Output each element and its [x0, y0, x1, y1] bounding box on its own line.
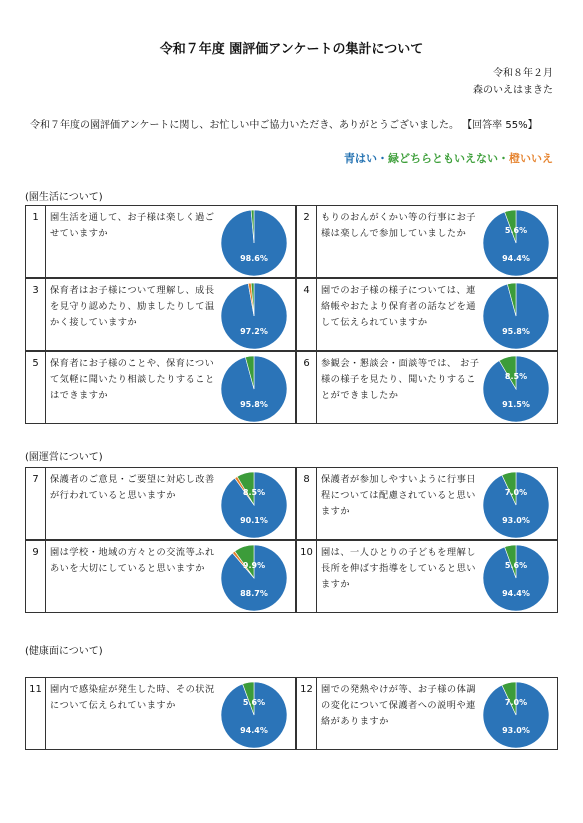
pie-label-yes: 95.8%	[240, 400, 268, 409]
pie-chart	[219, 281, 289, 351]
question-number: 5	[26, 352, 46, 423]
color-legend	[344, 150, 553, 166]
intro-text: 令和７年度の園評価アンケートに関し、お忙しい中ご協力いただき、ありがとうございました。 【回答率 55%】	[30, 120, 538, 131]
pie-label-neither: 5.6%	[504, 561, 528, 570]
pie-label-yes: 88.7%	[240, 589, 268, 598]
question-cell	[296, 205, 558, 278]
question-number: 3	[26, 279, 46, 350]
pie-label-neither: 7.0%	[504, 698, 528, 707]
question-cell	[25, 351, 296, 424]
question-number: 11	[26, 678, 46, 749]
page-title: 令和７年度 園評価アンケートの集計について	[159, 42, 424, 57]
question-text: 保育者はお子様について理解し、成長を見守り認めたり、励ましたりして温かく接していますか	[50, 285, 215, 328]
legend-no: 橙いいえ	[509, 152, 553, 165]
question-cell	[296, 278, 558, 351]
question-text: 園は、一人ひとりの子どもを理解し長所を伸ばす指導をしていると思いますか	[321, 547, 476, 590]
question-number: 8	[297, 468, 317, 539]
pie-label-neither: 5.6%	[504, 226, 528, 235]
question-text: もりのおんがくかい等の行事にお子様は楽しんで参加していましたか	[321, 212, 476, 239]
question-text: 園でのお子様の様子については、連絡帳やおたより保育者の話などを通して伝えられていますか	[321, 285, 476, 328]
legend-neither: 緑どちらともいえない	[388, 152, 498, 165]
pie-label-yes: 93.0%	[502, 516, 530, 525]
question-text: 園での発熱やけが等、お子様の体調の変化について保護者への説明や連絡がありますか	[321, 684, 476, 727]
question-cell	[25, 467, 296, 540]
question-cell	[25, 205, 296, 278]
question-text: 保護者が参加しやすいように行事日程については配慮されていると思いますか	[321, 474, 476, 517]
legend-separator: ・	[498, 152, 509, 165]
pie-label-yes: 90.1%	[240, 516, 268, 525]
question-number: 6	[297, 352, 317, 423]
question-text: 参観会・懇談会・面談等では、 お子様の様子を見たり、聞いたりすることができましたか	[321, 358, 480, 401]
organization-name: 森のいえはまきた	[473, 85, 553, 96]
pie-chart	[481, 281, 551, 351]
pie-chart	[481, 543, 551, 613]
question-cell	[296, 677, 558, 750]
question-text: 園生活を通して、お子様は楽しく過ごせていますか	[50, 212, 215, 239]
pie-chart	[481, 680, 551, 750]
pie-label-yes: 98.6%	[240, 254, 268, 263]
pie-chart	[481, 354, 551, 424]
legend-yes: 青はい	[344, 152, 377, 165]
section-heading-management: (園運営について)	[25, 452, 103, 463]
pie-label-neither: 9.9%	[242, 561, 266, 570]
pie-chart	[219, 208, 289, 278]
question-cell	[296, 467, 558, 540]
pie-chart	[219, 680, 289, 750]
section-heading-life: (園生活について)	[25, 192, 103, 203]
question-cell	[296, 351, 558, 424]
question-cell	[296, 540, 558, 613]
pie-label-yes: 94.4%	[502, 254, 530, 263]
pie-label-yes: 91.5%	[502, 400, 530, 409]
question-number: 1	[26, 206, 46, 277]
pie-chart	[219, 354, 289, 424]
pie-label-yes: 97.2%	[240, 327, 268, 336]
question-cell	[25, 278, 296, 351]
pie-label-neither: 7.0%	[504, 488, 528, 497]
pie-chart	[219, 543, 289, 613]
pie-chart	[219, 470, 289, 540]
question-number: 9	[26, 541, 46, 612]
pie-label-neither: 5.6%	[242, 698, 266, 707]
legend-separator: ・	[377, 152, 388, 165]
date: 令和８年２月	[493, 68, 553, 79]
pie-label-yes: 94.4%	[502, 589, 530, 598]
question-number: 12	[297, 678, 317, 749]
question-text: 園内で感染症が発生した時、その状況について伝えられていますか	[50, 684, 215, 711]
pie-chart	[481, 208, 551, 278]
question-cell	[25, 677, 296, 750]
section-heading-health: (健康面について)	[25, 646, 103, 657]
pie-label-neither: 8.5%	[242, 488, 266, 497]
question-number: 2	[297, 206, 317, 277]
question-text: 園は学校・地域の方々との交流等ふれあいを大切にしていると思いますか	[50, 547, 215, 574]
pie-label-yes: 93.0%	[502, 726, 530, 735]
question-text: 保護者のご意見・ご要望に対応し改善が行われていると思いますか	[50, 474, 215, 501]
question-number: 4	[297, 279, 317, 350]
question-number: 7	[26, 468, 46, 539]
pie-label-yes: 94.4%	[240, 726, 268, 735]
question-number: 10	[297, 541, 317, 612]
pie-chart	[481, 470, 551, 540]
question-text: 保育者にお子様のことや、保育について気軽に聞いたり相談したりすることはできますか	[50, 358, 215, 401]
question-cell	[25, 540, 296, 613]
pie-label-neither: 8.5%	[504, 372, 528, 381]
pie-label-yes: 95.8%	[502, 327, 530, 336]
